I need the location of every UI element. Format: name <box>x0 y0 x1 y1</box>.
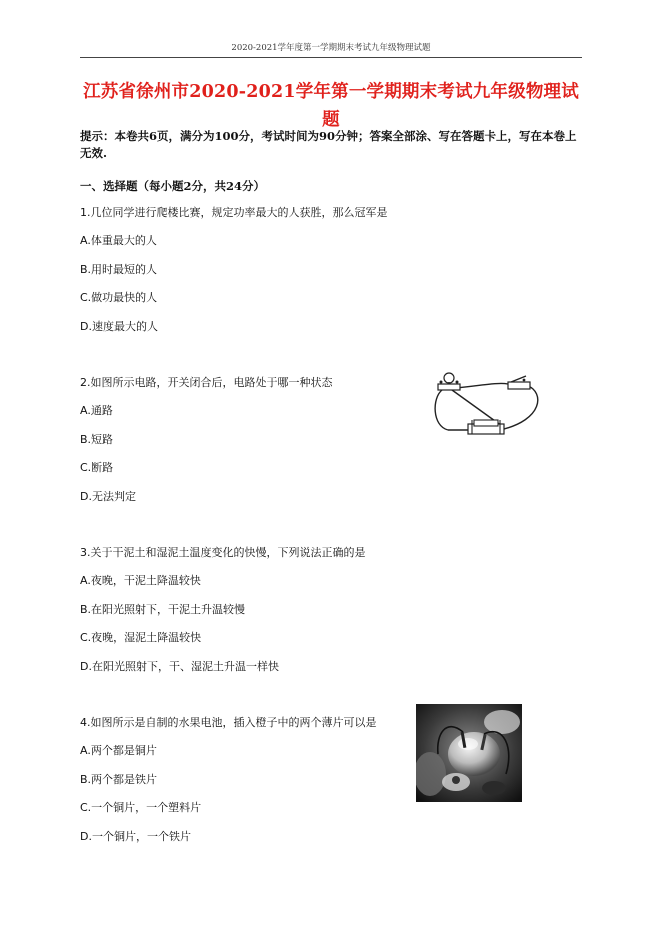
exam-notice: 提示：本卷共6页，满分为100分，考试时间为90分钟；答案全部涂、写在答题卡上，写在本卷上无效. <box>80 129 577 160</box>
option-b: B.在阳光照射下，干泥土升温较慢 <box>80 602 246 616</box>
option-d: D.速度最大的人 <box>80 319 158 333</box>
running-header: 2020-2021学年度第一学期期末考试九年级物理试题 <box>231 43 431 53</box>
question-2 <box>80 376 420 518</box>
option-a: A.两个都是铜片 <box>80 744 157 757</box>
option-a: A.通路 <box>80 404 113 417</box>
option-c: C.做功最快的人 <box>80 291 158 304</box>
question-stem: 2.如图所示电路，开关闭合后，电路处于哪一种状态 <box>80 376 333 389</box>
circuit-diagram-figure <box>428 368 548 440</box>
option-b: B.两个都是铁片 <box>80 772 158 786</box>
option-d: D.在阳光照射下，干、湿泥土升温一样快 <box>80 659 279 673</box>
option-d: D.一个铜片，一个铁片 <box>80 829 191 843</box>
bulb-icon <box>438 373 460 390</box>
question-stem: 1.几位同学进行爬楼比赛，规定功率最大的人获胜，那么冠军是 <box>80 206 388 219</box>
option-a: A.夜晚，干泥土降温较快 <box>80 574 201 587</box>
header-rule <box>80 57 582 58</box>
question-stem: 3.关于干泥土和湿泥土温度变化的快慢，下列说法正确的是 <box>80 546 366 559</box>
fruit-battery-photo <box>416 704 522 802</box>
question-3 <box>80 546 420 688</box>
section-heading: 一、选择题（每小题2分，共24分） <box>80 179 266 193</box>
question-4 <box>80 716 420 858</box>
option-c: C.断路 <box>80 461 114 474</box>
document-title: 江苏省徐州市2020-2021学年第一学期期末考试九年级物理试题 <box>83 82 579 130</box>
option-d: D.无法判定 <box>80 489 136 503</box>
option-a: A.体重最大的人 <box>80 234 157 247</box>
orange-icon <box>448 732 500 776</box>
option-c: C.一个铜片，一个塑料片 <box>80 801 202 814</box>
option-b: B.用时最短的人 <box>80 262 158 276</box>
question-1 <box>80 206 420 348</box>
option-c: C.夜晚，湿泥土降温较快 <box>80 631 202 644</box>
option-b: B.短路 <box>80 432 114 446</box>
switch-icon <box>508 376 530 389</box>
question-stem: 4.如图所示是自制的水果电池，插入橙子中的两个薄片可以是 <box>80 716 377 729</box>
battery-icon <box>468 420 504 434</box>
